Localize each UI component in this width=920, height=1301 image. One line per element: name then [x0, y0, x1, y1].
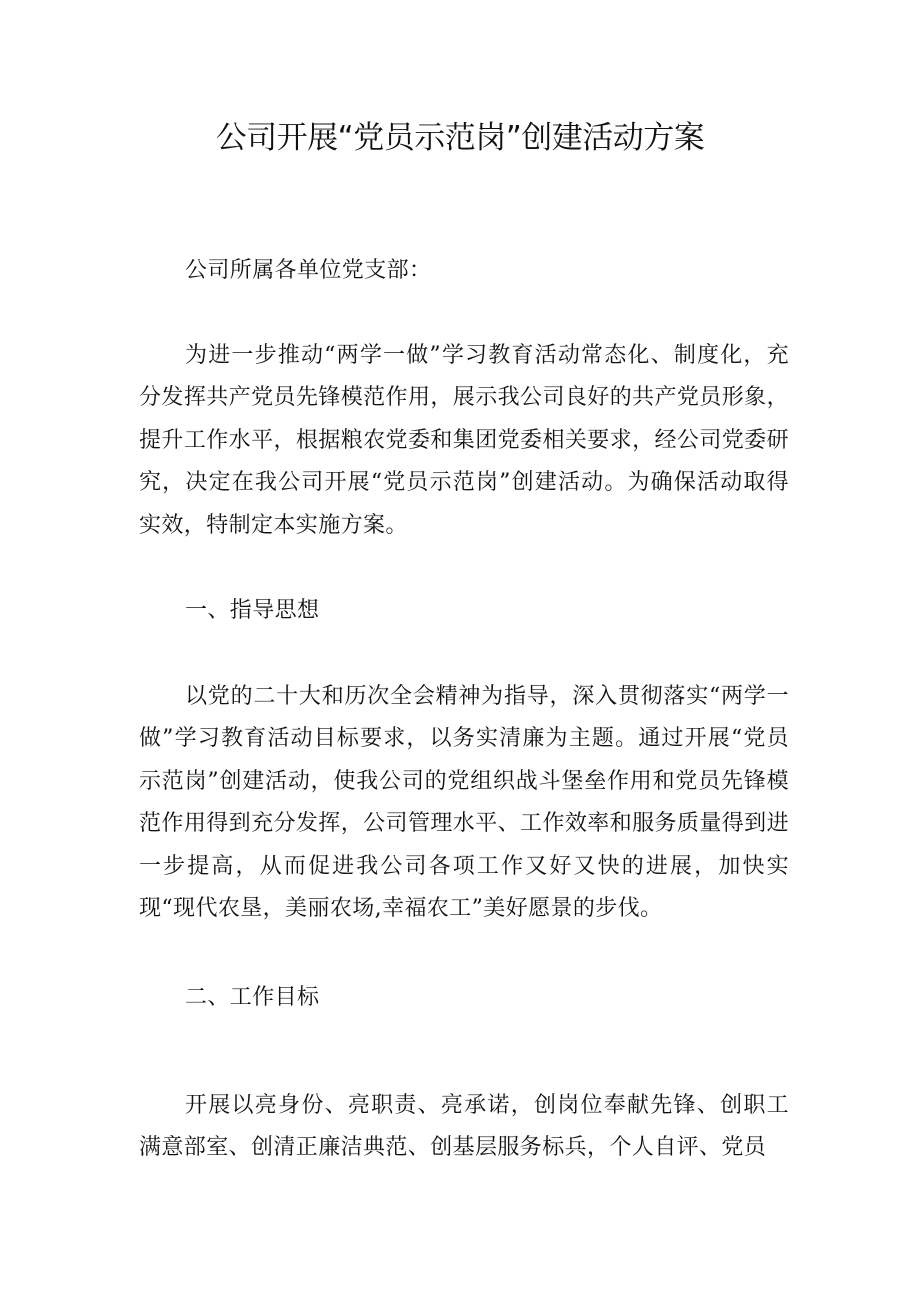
section-heading-guiding-ideology: 一、指导思想: [185, 598, 320, 623]
guiding-ideology-paragraph: 以党的二十大和历次全会精神为指导，深入贯彻落实“两学一做”学习教育活动目标要求，以务实清廉为主题。通过开展“党员示范岗”创建活动，使我公司的党组织战斗堡垒作用和党员先锋模范作用得到充分发挥，公司管理水平、工作效率和服务质量得到进一步提高，从而促进我公司各项工作又好又快的进展，加快实现“现代农垦，美丽农场,幸福农工”美好愿景的步伐。: [139, 684, 789, 922]
document-title: 公司开展“党员示范岗”创建活动方案: [215, 120, 705, 156]
work-goals-paragraph: 开展以亮身份、亮职责、亮承诺，创岗位奉献先锋、创职工满意部室、创清正廉洁典范、创基层服务标兵，个人自评、党员: [139, 1093, 789, 1161]
section-heading-work-goals: 二、工作目标: [185, 985, 320, 1010]
intro-paragraph: 为进一步推动“两学一做”学习教育活动常态化、制度化，充分发挥共产党员先锋模范作用，展示我公司良好的共产党员形象，提升工作水平，根据粮农党委和集团党委相关要求，经公司党委研究，决定在我公司开展“党员示范岗”创建活动。为确保活动取得实效，特制定本实施方案。: [139, 343, 789, 538]
salutation: 公司所属各单位党支部：: [185, 258, 432, 283]
